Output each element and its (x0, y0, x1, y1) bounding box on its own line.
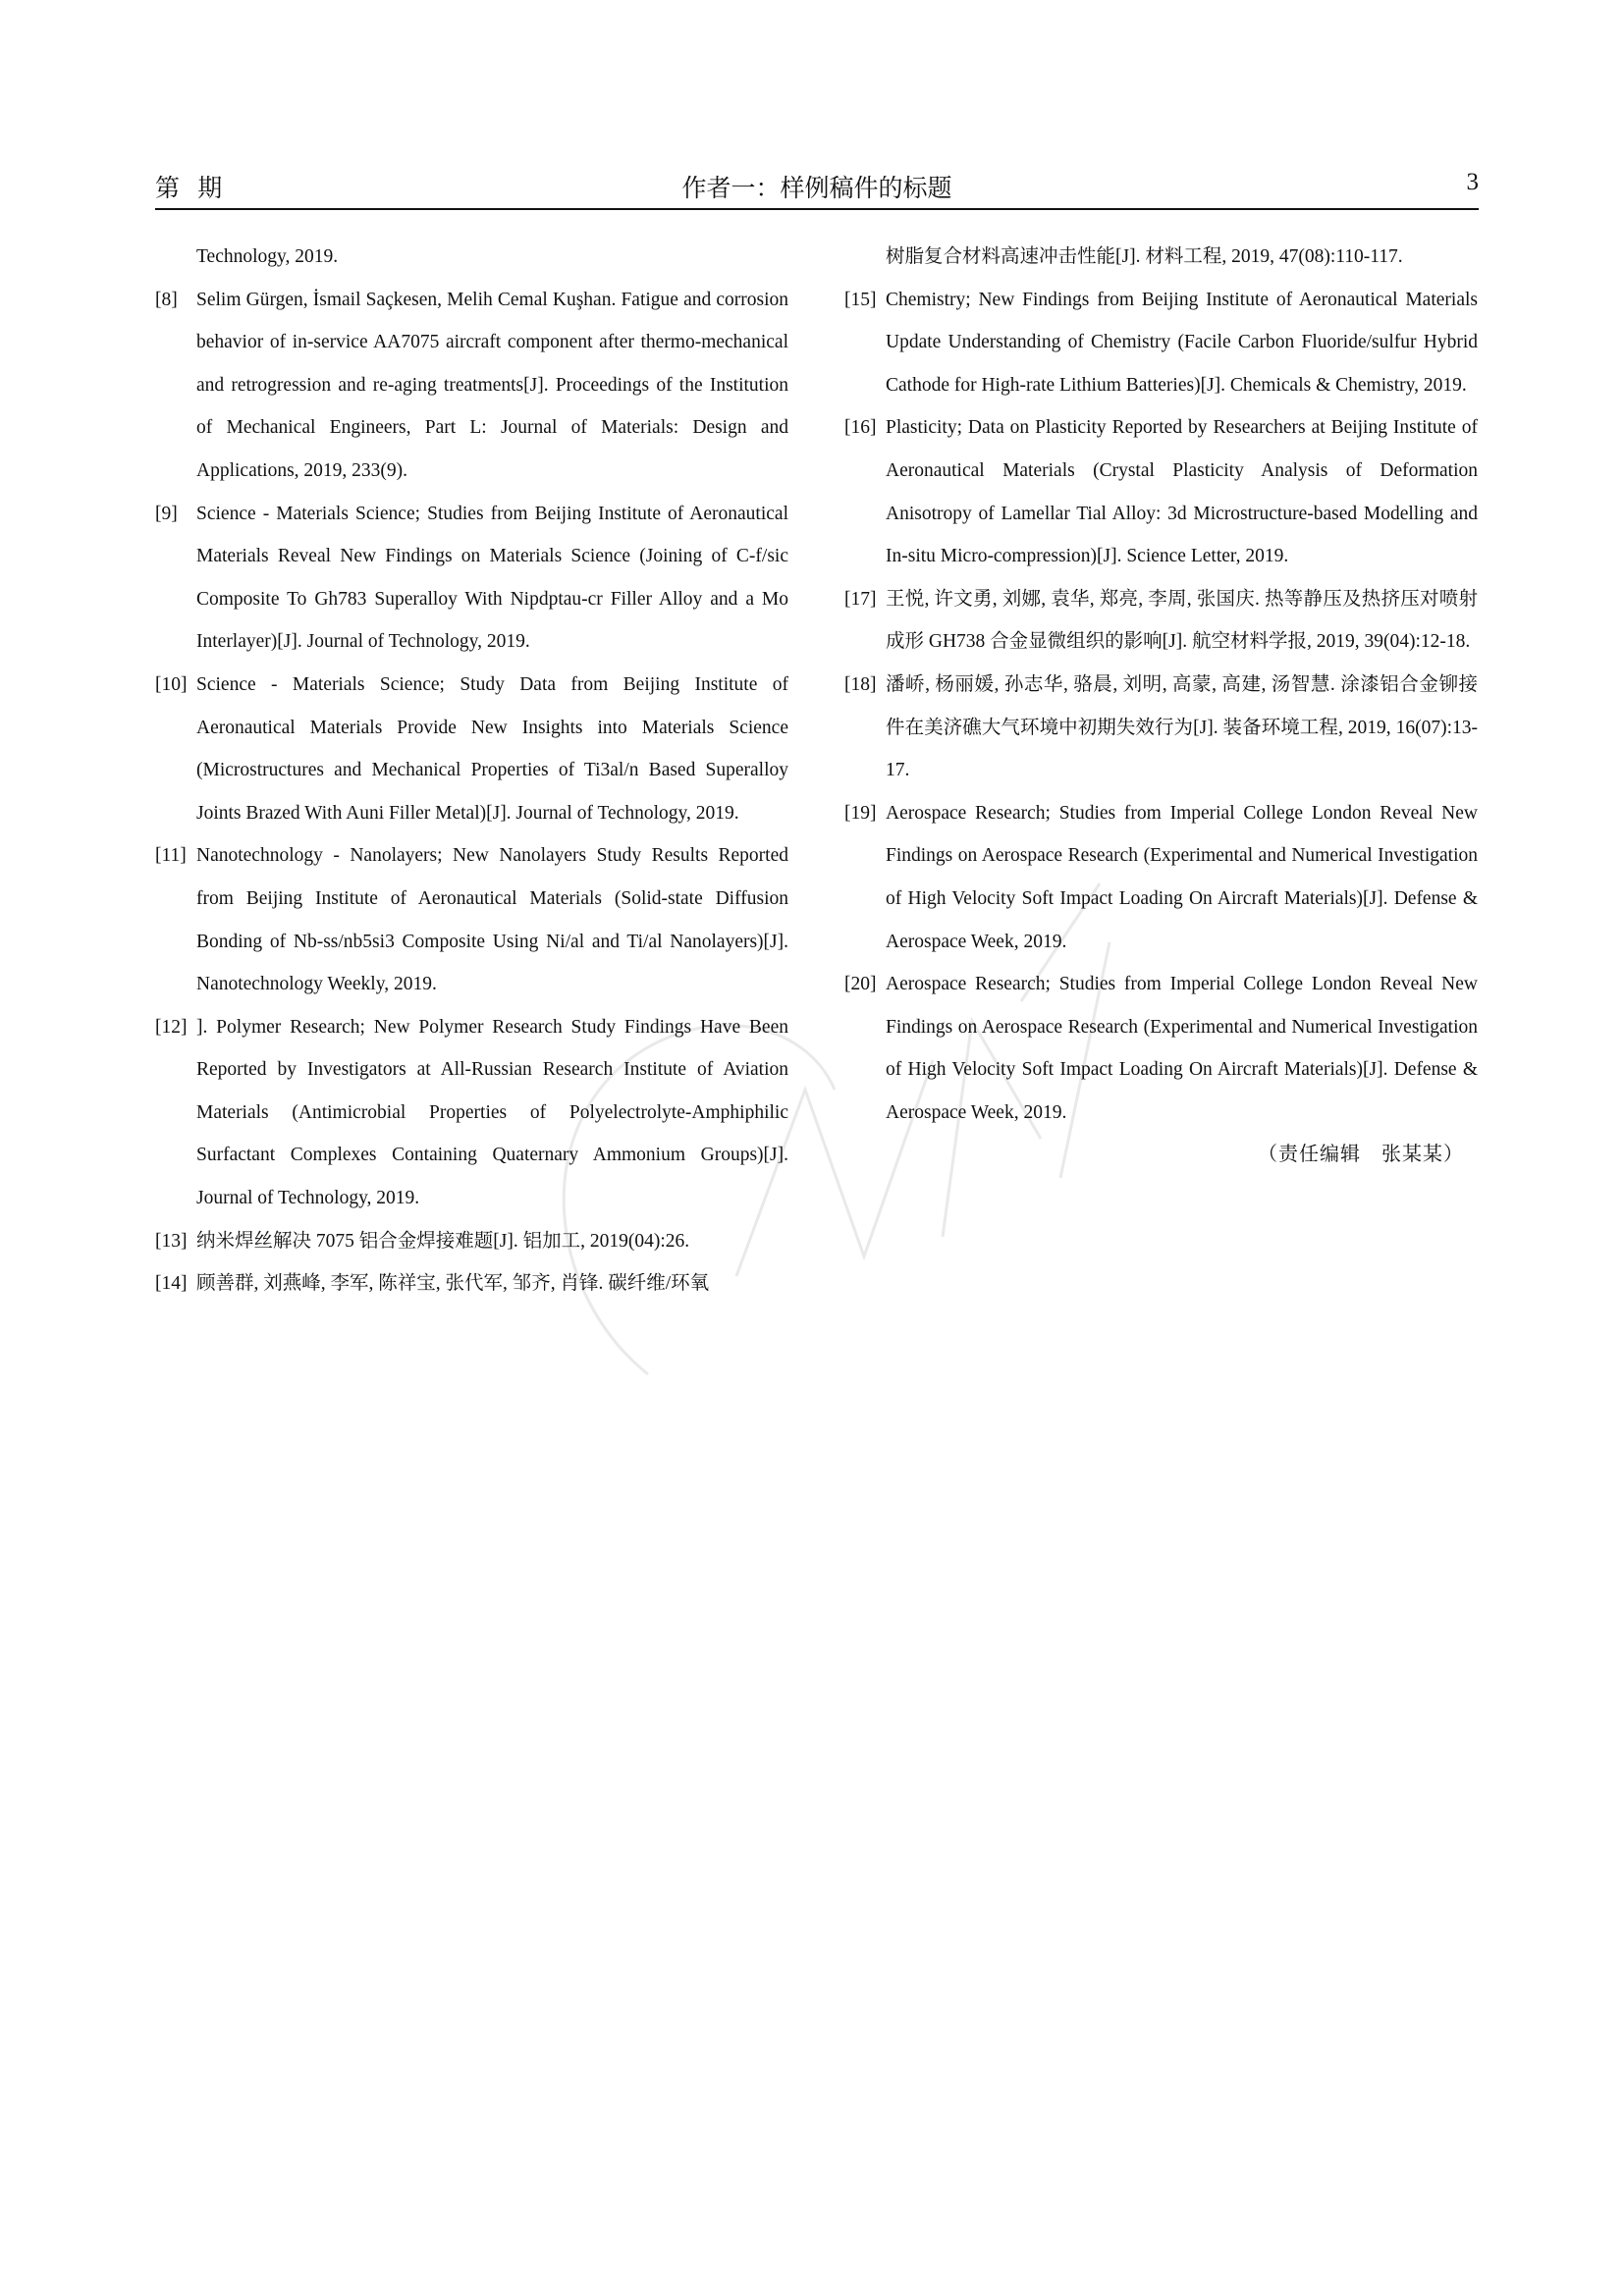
reference-number: [19] (844, 802, 877, 824)
reference-text: 树脂复合材料高速冲击性能[J]. 材料工程, 2019, 47(08):110-117. (886, 246, 1403, 267)
reference-text: 王悦, 许文勇, 刘娜, 袁华, 郑亮, 李周, 张国庆. 热等静压及热挤压对喷射成形 GH738 合金显微组织的影响[J]. 航空材料学报, 2019, 39(04):12-18. (886, 588, 1478, 653)
page-number: 3 (1466, 169, 1479, 195)
reference-number: [15] (844, 289, 877, 310)
reference-item (155, 1006, 788, 1220)
reference-number: [10] (155, 673, 188, 695)
reference-number: [9] (155, 503, 178, 524)
reference-text: Nanotechnology - Nanolayers; New Nanolayers Study Results Reported from Beijing Institute of Aeronautical Materials (Solid-state Diffusion Bonding of Nb-ss/nb5si3 Composite Using Ni/al and Ti/al Nanolayers)[J]. Nanotechnology Weekly, 2019. (196, 845, 788, 995)
reference-text: Science - Materials Science; Study Data from Beijing Institute of Aeronautical Materials Provide New Insights into Materials Science (Microstructures and Mechanical Properties of Ti3al/n Based Superalloy Joints Brazed With Auni Filler Metal)[J]. Journal of Technology, 2019. (196, 673, 788, 824)
reference-text: Aerospace Research; Studies from Imperial College London Reveal New Findings on Aerospace Research (Experimental and Numerical Investigation of High Velocity Soft Impact Loading On Aircraft Materials)[J]. Defense & Aerospace Week, 2019. (886, 802, 1478, 952)
reference-text: Chemistry; New Findings from Beijing Institute of Aeronautical Materials Update Understanding of Chemistry (Facile Carbon Fluoride/sulfur Hybrid Cathode for High-rate Lithium Batteries)[J]. Chemicals & Chemistry, 2019. (886, 289, 1478, 396)
reference-item (844, 963, 1478, 1134)
references-right-column (844, 236, 1478, 1177)
reference-text: ]. Polymer Research; New Polymer Research Study Findings Have Been Reported by Investigators at All-Russian Research Institute of Aviation Materials (Antimicrobial Properties of Polyelectrolyte-Amphiphilic Surfactant Complexes Containing Quaternary Ammonium Groups)[J]. Journal of Technology, 2019. (196, 1016, 788, 1209)
reference-continuation (155, 236, 788, 279)
reference-item (844, 792, 1478, 963)
reference-number: [8] (155, 289, 178, 310)
reference-number: [18] (844, 673, 877, 695)
responsible-editor: （责任编辑 张某某） (1258, 1144, 1464, 1166)
reference-number: [16] (844, 417, 877, 439)
page-header (155, 169, 1479, 210)
reference-text: Plasticity; Data on Plasticity Reported by Researchers at Beijing Institute of Aeronautical Materials (Crystal Plasticity Analysis of Deformation Anisotropy of Lamellar Tial Alloy: 3d Microstructure-based Modelling and In-situ Micro-compression)[J]. Science Letter, 2019. (886, 417, 1478, 567)
reference-text: 顾善群, 刘燕峰, 李军, 陈祥宝, 张代军, 邹齐, 肖锋. 碳纤维/环氧 (196, 1273, 710, 1295)
reference-text: Science - Materials Science; Studies from Beijing Institute of Aeronautical Materials Reveal New Findings on Materials Science (Joining of C-f/sic Composite To Gh783 Superalloy With Nipdptau-cr Filler Alloy and a Mo Interlayer)[J]. Journal of Technology, 2019. (196, 503, 788, 653)
reference-number: [11] (155, 845, 187, 867)
reference-item (155, 493, 788, 664)
reference-item (155, 664, 788, 834)
reference-text: Selim Gürgen, İsmail Saçkesen, Melih Cemal Kuşhan. Fatigue and corrosion behavior of in-service AA7075 aircraft component after thermo-mechanical and retrogression and re-aging treatments[J]. Proceedings of the Institution of Mechanical Engineers, Part L: Journal of Materials: Design and Applications, 2019, 233(9). (196, 289, 788, 481)
reference-number: [17] (844, 588, 877, 610)
reference-item (844, 664, 1478, 792)
reference-text: Technology, 2019. (196, 246, 339, 267)
reference-item (155, 834, 788, 1005)
reference-item (155, 1262, 788, 1306)
reference-text: 纳米焊丝解决 7075 铝合金焊接难题[J]. 铝加工, 2019(04):26. (196, 1230, 690, 1252)
reference-number: [13] (155, 1230, 188, 1252)
reference-text: Aerospace Research; Studies from Imperial College London Reveal New Findings on Aerospace Research (Experimental and Numerical Investigation of High Velocity Soft Impact Loading On Aircraft Materials)[J]. Defense & Aerospace Week, 2019. (886, 974, 1478, 1123)
reference-item (155, 279, 788, 493)
reference-item (844, 578, 1478, 664)
reference-text: 潘峤, 杨丽媛, 孙志华, 骆晨, 刘明, 高蒙, 高建, 汤智慧. 涂漆铝合金铆接件在美济礁大气环境中初期失效行为[J]. 装备环境工程, 2019, 16(07):13-17. (886, 673, 1478, 781)
reference-number: [14] (155, 1273, 188, 1295)
reference-continuation (844, 236, 1478, 279)
reference-item (155, 1220, 788, 1263)
header-title: 作者一：样例稿件的标题 (681, 176, 952, 202)
references-left-column (155, 236, 788, 1306)
reference-item (844, 279, 1478, 407)
header-issue: 第 期 (155, 176, 229, 202)
reference-number: [12] (155, 1016, 188, 1038)
reference-number: [20] (844, 974, 877, 995)
reference-item (844, 406, 1478, 577)
